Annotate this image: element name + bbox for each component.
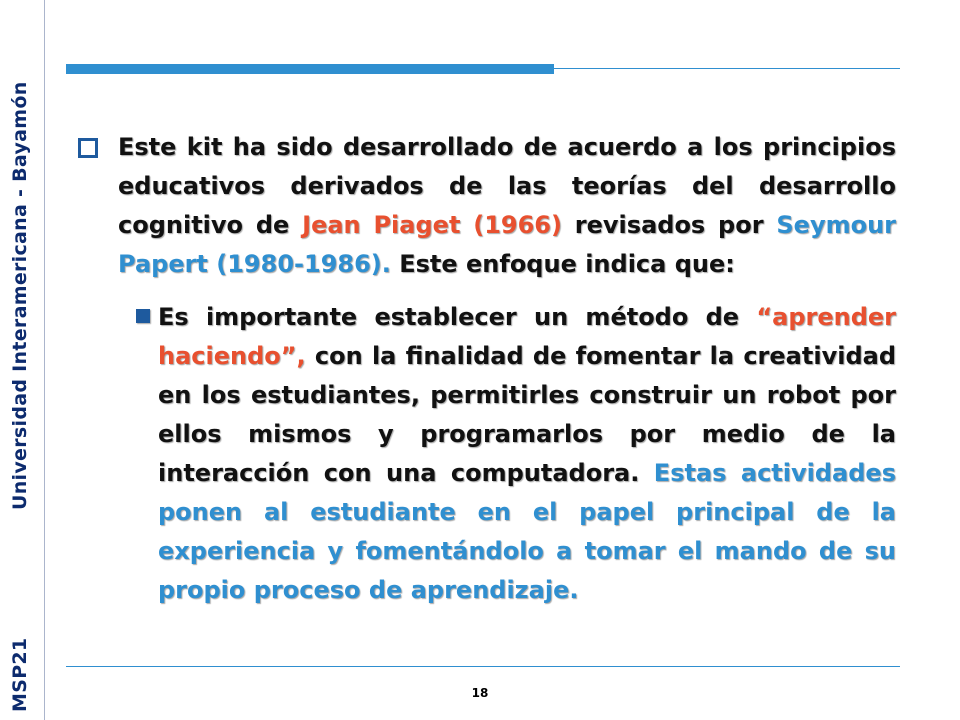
sidebar-course-code: MSP21 xyxy=(9,637,31,712)
top-accent-line xyxy=(554,68,900,69)
sub-text-start: Es importante establecer un método de xyxy=(158,303,757,331)
sub-text-middle: con la finalidad de fomentar la creatividad en los estudiantes, permitirles construir un robot por ellos mismos y programarlos por medio de la interacción con una computadora. xyxy=(158,342,896,487)
sub-text-highlight: Estas actividades ponen al estudiante en el papel principal de la experiencia y fomentándolo a tomar el mando de su propio proceso de aprendizaje. xyxy=(158,459,896,604)
bottom-rule xyxy=(66,666,900,667)
main-paragraph xyxy=(66,128,896,284)
filled-square-bullet-icon xyxy=(136,309,150,323)
main-text-conclusion: Este enfoque indica que: xyxy=(390,250,735,278)
main-text-revised: revisados por xyxy=(561,211,777,239)
papert-reference: Seymour Papert (1980-1986). xyxy=(118,211,896,278)
main-text-intro: Este kit ha sido desarrollado de acuerdo a los principios educativos derivados de las teorías del desarrollo cognitivo de xyxy=(118,133,896,239)
sidebar-divider xyxy=(44,0,45,720)
hollow-square-bullet-icon xyxy=(78,138,98,158)
piaget-reference: Jean Piaget (1966) xyxy=(302,211,562,239)
top-accent-bar xyxy=(66,64,554,74)
page-number: 18 xyxy=(471,686,489,700)
sidebar-university-name: Universidad Interamericana - Bayamón xyxy=(9,81,31,510)
slide-body xyxy=(66,128,896,610)
sidebar-title xyxy=(0,0,40,720)
sub-paragraph xyxy=(66,298,896,610)
learn-by-doing-quote: “aprender haciendo”, xyxy=(158,303,896,370)
